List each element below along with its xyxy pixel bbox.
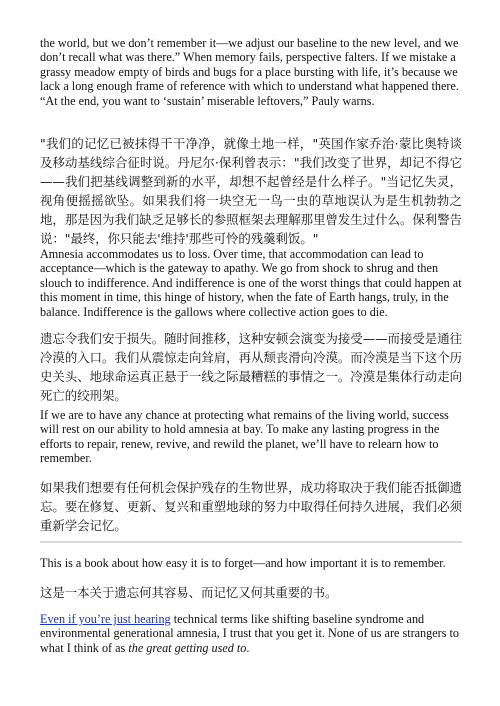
section-divider	[40, 541, 462, 543]
paragraph-english-3: If we are to have any chance at protecting what remains of the living world, success will rest on our ability to hold amnesia at bay. To make any lasting progress in the efforts to repair, renew, revive, and rewild the planet, we’ll have to relearn how to remember.	[40, 408, 449, 466]
emphasis-text: the great getting used to	[128, 640, 247, 655]
paragraph-chinese-3: 如果我们想要有任何机会保护残存的生物世界，成功将取决于我们能否抵御遗忘。要在修复、更新、复兴和重塑地球的努力中取得任何持久进展，我们必须重新学会记忆。	[40, 480, 462, 533]
paragraph-text: technical terms like shifting baseline syndrome and environmental generational amnesia, I trust that you get it. None of us are strangers to what I think of as	[40, 612, 459, 655]
paragraph-chinese-2: 遗忘令我们安于损失。随时间推移，这种安顿会演变为接受——而接受是通往冷漠的入口。我们从震惊走向耸肩，再从颓丧滑向冷漠。而冷漠是当下这个历史关头、地球命运真正悬于一线之际最糟糕的事情之一。冷漠是集体行动走向死亡的绞刑架。	[40, 331, 462, 403]
paragraph-chinese-1: "我们的记忆已被抹得干干净净，就像土地一样，"英国作家乔治·蒙比奥特谈及移动基线综合征时说。丹尼尔·保利曾表示："我们改变了世界，却记不得它——我们把基线调整到新的水平，却想不起曾经是什么样子。"当记忆失灵，视角便摇摇欲坠。如果我们将一块空无一鸟一虫的草地误认为是生机勃勃之地，那是因为我们缺乏足够长的参照框架去理解那里曾发生过什么。保利警告说："最终，你只能去'维持'那些可怜的残羹剩饭。"	[40, 136, 462, 246]
paragraph-chinese-4: 这是一本关于遗忘何其容易、而记忆又何其重要的书。	[40, 585, 338, 600]
paragraph-english-5	[40, 612, 462, 655]
hearing-terms-link[interactable]: Even if you’re just hearing	[40, 612, 171, 626]
paragraph-end: .	[246, 640, 250, 655]
paragraph-english-2: Amnesia accommodates us to loss. Over time, that accommodation can lead to acceptance—which is the gateway to apathy. We go from shock to shrug and then slouch to indifference. And indifference is one of the worst things that could happen at this moment in time, this hinge of history, when the fate of Earth hangs, truly, in the balance. Indifference is the gallows where collective action goes to die.	[40, 247, 462, 319]
paragraph-english-1: the world, but we don’t remember it—we adjust our baseline to the new level, and we don’t recall what was there.” When memory fails, perspective falters. If we mistake a grassy meadow empty of birds and bugs for a place bursting with life, it’s because we lack a long enough frame of reference with which to understand what happened there. “At the end, you want to ‘sustain’ miserable leftovers,” Pauly warns.	[40, 36, 459, 108]
paragraph-english-4: This is a book about how easy it is to forget—and how important it is to remember.	[40, 556, 446, 570]
